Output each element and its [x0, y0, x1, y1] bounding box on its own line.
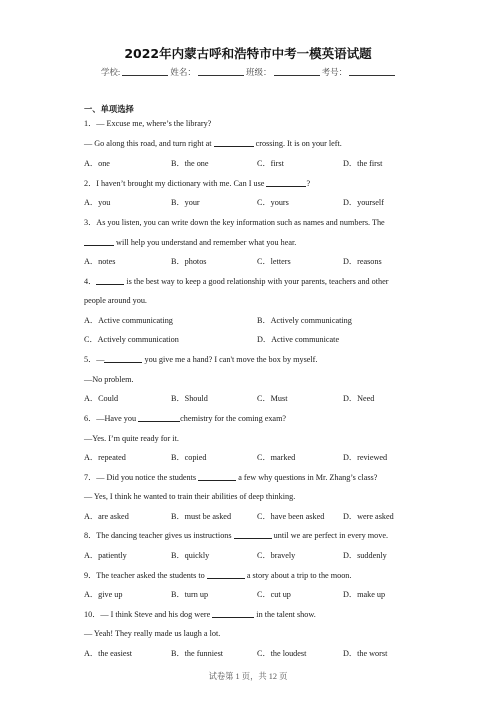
option-c[interactable]: C．Must [257, 394, 288, 403]
option-b[interactable]: B．Actively communicating [257, 316, 352, 325]
question-5-line-1 [84, 354, 317, 365]
question-7-line-2 [84, 491, 295, 502]
option-d[interactable]: D．were asked [343, 512, 394, 521]
option-d[interactable]: D．the first [343, 159, 383, 168]
option-a[interactable]: A．are asked [84, 512, 129, 521]
option-d[interactable]: D．Active communicate [257, 335, 340, 344]
option-a[interactable]: A．the easiest [84, 649, 132, 658]
answer-blank [214, 139, 254, 147]
option-c[interactable]: C．first [257, 159, 284, 168]
question-2-line-1 [84, 178, 310, 189]
question-text: 3．As you listen, you can write down the key information such as names and numbers. The [84, 218, 385, 227]
answer-blank [96, 277, 124, 285]
student-info-row [0, 66, 496, 78]
option-d[interactable]: D．the worst [343, 649, 388, 658]
answer-blank [207, 571, 245, 579]
question-5-line-2 [84, 374, 134, 385]
question-3-line-2 [84, 237, 296, 248]
option-c[interactable]: C．Actively communication [84, 335, 179, 344]
option-c[interactable]: C．bravely [257, 551, 296, 560]
option-d[interactable]: D．suddenly [343, 551, 387, 560]
question-text: 10．— I think Steve and his dog were [84, 610, 213, 619]
class-label: 班级： [245, 67, 272, 77]
school-field[interactable] [122, 67, 168, 76]
answer-blank [212, 610, 254, 618]
question-text: 4． [84, 277, 97, 286]
answer-blank [138, 414, 180, 422]
question-1-line-2 [84, 138, 342, 149]
question-text: ? [306, 179, 311, 188]
question-text: a few why questions in Mr. Zhang’s class? [236, 473, 378, 482]
exam-number-label: 考号： [321, 67, 348, 77]
option-c[interactable]: C．the loudest [257, 649, 307, 658]
question-text: people around you. [84, 296, 147, 305]
option-b[interactable]: B．quickly [171, 551, 210, 560]
option-c[interactable]: C．cut up [257, 590, 291, 599]
option-a[interactable]: A．give up [84, 590, 123, 599]
question-4-line-1 [84, 276, 389, 287]
question-text: is the best way to keep a good relationship with your parents, teachers and other [124, 277, 389, 286]
question-text: crossing. It is on your left. [253, 139, 342, 148]
school-label: 学校: [100, 67, 121, 77]
question-8-line-1 [84, 530, 388, 541]
option-c[interactable]: C．letters [257, 257, 291, 266]
question-6-line-1 [84, 413, 286, 424]
option-a[interactable]: A．Active communicating [84, 316, 173, 325]
question-text: until we are perfect in every move. [271, 531, 389, 540]
option-c[interactable]: C．yours [257, 198, 289, 207]
name-field[interactable] [198, 67, 244, 76]
option-a[interactable]: A．notes [84, 257, 116, 266]
question-9-line-1 [84, 570, 351, 581]
option-b[interactable]: B．turn up [171, 590, 209, 599]
question-4-line-2 [84, 295, 147, 306]
option-a[interactable]: A．repeated [84, 453, 126, 462]
class-field[interactable] [274, 67, 320, 76]
option-b[interactable]: B．photos [171, 257, 207, 266]
option-c[interactable]: C．have been asked [257, 512, 325, 521]
question-text: —No problem. [84, 375, 134, 384]
question-text: — Yes, I think he wanted to train their abilities of deep thinking. [84, 492, 296, 501]
question-text: chemistry for the coming exam? [180, 414, 287, 423]
question-text: 1．— Excuse me, where’s the library? [84, 119, 212, 128]
question-text: — Go along this road, and turn right at [84, 139, 214, 148]
exam-number-field[interactable] [349, 67, 395, 76]
option-d[interactable]: D．reasons [343, 257, 382, 266]
option-d[interactable]: D．Need [343, 394, 375, 403]
question-text: 8．The dancing teacher gives us instructions [84, 531, 234, 540]
option-b[interactable]: B．Should [171, 394, 208, 403]
question-text: a story about a trip to the moon. [244, 571, 352, 580]
option-b[interactable]: B．copied [171, 453, 207, 462]
option-a[interactable]: A．Could [84, 394, 119, 403]
question-text: 2．I haven’t brought my dictionary with me. Can I use [84, 179, 267, 188]
question-text: 5．— [84, 355, 105, 364]
page-title: 2022年内蒙古呼和浩特市中考一模英语试题 [124, 46, 372, 61]
answer-blank [104, 355, 142, 363]
option-d[interactable]: D．reviewed [343, 453, 388, 462]
answer-blank [84, 238, 114, 246]
page-footer: 试卷第 1 页，共 12 页 [208, 672, 288, 681]
question-10-line-1 [84, 609, 316, 620]
question-text: 7．— Did you notice the students [84, 473, 199, 482]
section-title: 一、单项选择 [84, 104, 134, 114]
option-b[interactable]: B．the one [171, 159, 209, 168]
question-text: in the talent show. [254, 610, 316, 619]
answer-blank [234, 531, 272, 539]
question-7-line-1 [84, 472, 377, 483]
option-a[interactable]: A．you [84, 198, 111, 207]
question-text: you give me a hand? I can't move the box by myself. [142, 355, 318, 364]
answer-blank [266, 179, 306, 187]
option-d[interactable]: D．yourself [343, 198, 384, 207]
option-b[interactable]: B．the funniest [171, 649, 224, 658]
option-a[interactable]: A．one [84, 159, 110, 168]
question-text: 9．The teacher asked the students to [84, 571, 207, 580]
question-text: will help you understand and remember what you hear. [114, 238, 297, 247]
question-10-line-2 [84, 628, 220, 639]
question-text: — Yeah! They really made us laugh a lot. [84, 629, 221, 638]
answer-blank [198, 473, 236, 481]
question-text: —Yes. I’m quite ready for it. [84, 434, 179, 443]
question-1-line-1 [84, 118, 211, 129]
question-6-line-2 [84, 433, 179, 444]
name-label: 姓名： [170, 67, 196, 77]
question-3-line-1 [84, 217, 385, 228]
question-text: 6．—Have you [84, 414, 139, 423]
option-b[interactable]: B．your [171, 198, 200, 207]
option-a[interactable]: A．patiently [84, 551, 127, 560]
option-c[interactable]: C．marked [257, 453, 296, 462]
option-d[interactable]: D．make up [343, 590, 386, 599]
option-b[interactable]: B．must be asked [171, 512, 232, 521]
